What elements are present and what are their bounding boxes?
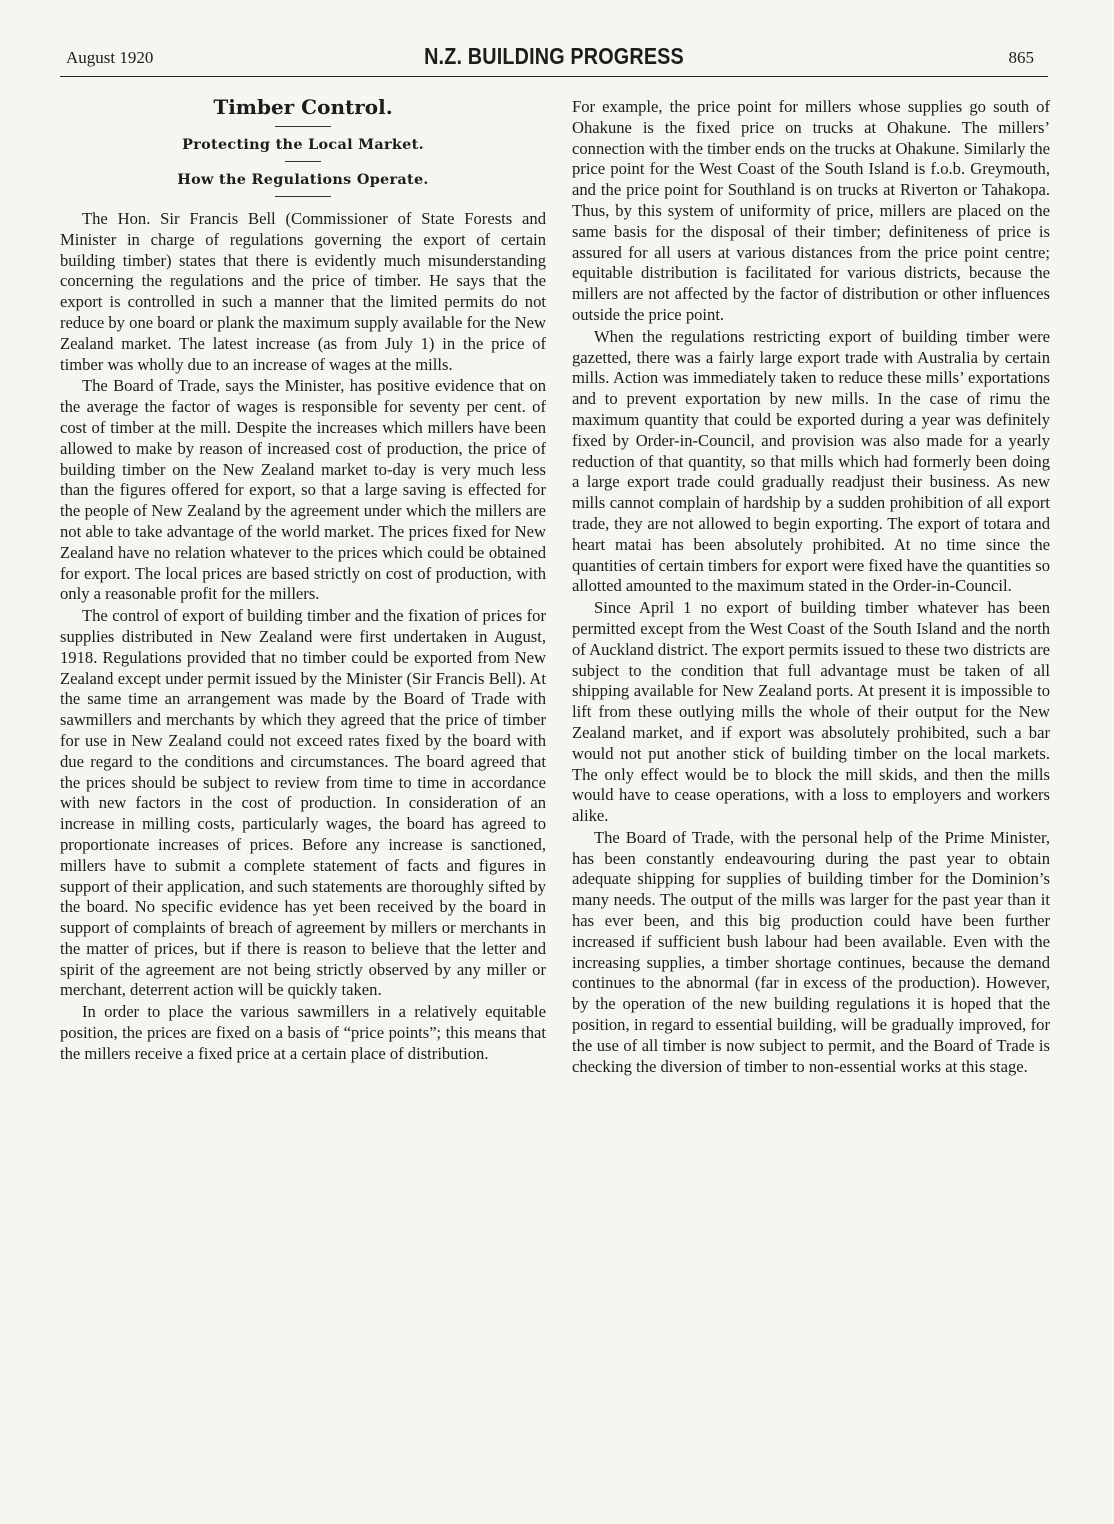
article-subtitle: Protecting the Local Market. — [182, 136, 424, 153]
paragraph: The control of export of building timber and the fixation of prices for supplies distributed in New Zealand were first undertaken in August, 1918. Regulations provided that no timber could be exported from New Zealand except under permit issued by the Minister (Sir Francis Bell). At the same time an arrangement was made by the Board of Trade with sawmillers and merchants by which they agreed that the price of timber for use in New Zealand could not exceed rates fixed by the board with due regard to the conditions and circumstances. The board agreed that the prices should be subject to review from time to time in accordance with new factors in the cost of production. In consideration of an increase in milling costs, particularly wages, the board has agreed to proportionate increases of prices. Before any increase is sanctioned, millers have to submit a complete statement of facts and figures in support of their application, and such statements are thoroughly sifted by the board. No specific evidence has yet been received by the board in support of complaints of breach of agreement by millers or merchants in the matter of prices, but if there is reason to believe that the letter and spirit of the agreement are not being strictly observed by any miller or merchant, deterrent action will be quickly taken. — [60, 606, 546, 1000]
paragraph: The Board of Trade, with the personal help of the Prime Minister, has been constantly endeavouring during the past year to obtain adequate shipping for supplies of building timber for the Dominion’s many needs. The output of the mills was larger for the past year than it has ever been, and this big production could have been further increased if sufficient bush labour had been available. Even with the increasing supplies, a timber shortage continues, because the demand continues to the abnormal (far in excess of the production). However, by the operation of the new building regulations it is hoped that the position, in regard to essential building, will be gradually improved, for the use of all timber is now subject to permit, and the Board of Trade is checking the diversion of timber to non-essential works at this stage. — [572, 827, 1050, 1076]
subtitle-divider — [285, 161, 321, 162]
article-title: Timber Control. — [213, 95, 393, 119]
paragraph: The Hon. Sir Francis Bell (Commissioner of State Forests and Minister in charge of regulations governing the export of certain building timber) states that there is evidently much misunderstanding concerning the regulations and the price of timber. He says that the export is controlled in such a manner that the limited permits do not reduce by one board or plank the maximum supply available for the New Zealand market. The latest increase (as from July 1) in the price of timber was wholly due to an increase of wages at the mills. — [60, 209, 546, 374]
heading-divider — [275, 196, 331, 197]
paragraph: For example, the price point for millers whose supplies go south of Ohakune is the fixed price on trucks at Ohakune. The millers’ connection with the timber ends on the trucks at Ohakune. Similarly the price point for the West Coast of the South Island is f.o.b. Greymouth, and the price point for Southland is on trucks at Riverton or Tahakopa. Thus, by this system of uniformity of price, millers are placed on the same basis for the disposal of their timber; definiteness of price is assured for all users at various distances from the price point centre; equitable distribution is facilitated for various districts, because the millers are not affected by the factor of distribution or other influences outside the price point. — [572, 97, 1050, 324]
page-header — [60, 42, 1048, 77]
section-heading: How the Regulations Operate. — [177, 171, 429, 188]
paragraph: The Board of Trade, says the Minister, has positive evidence that on the average the factor of wages is responsible for seventy per cent. of cost of timber at the mill. Despite the increases which millers have been allowed to make by reason of increased cost of production, the price of building timber on the New Zealand market to-day is very much less than the figures offered for export, so that a large saving is effected for the people of New Zealand by the agreement under which the millers are not able to take advantage of the world market. The prices fixed for New Zealand have no relation whatever to the prices which could be obtained for export. The local prices are based strictly on cost of production, with only a reasonable profit for the millers. — [60, 376, 546, 604]
paragraph: In order to place the various sawmillers in a relatively equitable position, the prices are fixed on a basis of “price points”; this means that the millers receive a fixed price at a certain place of distribution. — [60, 1002, 546, 1063]
title-divider — [275, 126, 331, 127]
paragraph: Since April 1 no export of building timber whatever has been permitted except from the West Coast of the South Island and the north of Auckland district. The export permits issued to these two districts are subject to the condition that full advantage must be taken of all shipping available for New Zealand ports. At present it is impossible to lift from these outlying mills the whole of their output for the New Zealand market, and if export was absolutely prohibited, such a bar would not put another stick of building timber on the local markets. The only effect would be to block the mill skids, and then the mills would have to cease operations, with a loss to employers and workers alike. — [572, 598, 1050, 826]
right-column — [572, 97, 1050, 1078]
paragraph: When the regulations restricting export of building timber were gazetted, there was a fairly large export trade with Australia by certain mills. Action was immediately taken to reduce these mills’ exportations and to prevent exportation by new mills. In the case of rimu the maximum quantity that could be exported during a year was definitely fixed by Order-in-Council, and provision was also made for a yearly reduction of that quantity, so that mills which had formerly been doing a large export trade could gradually readjust their business. As new mills cannot complain of hardship by a sudden prohibition of all export trade, they are not allowed to begin exporting. The export of totara and heart matai has been absolutely prohibited. At no time since the quantities of certain timbers for export were fixed have the quantities so allotted amounted to the maximum stated in the Order-in-Council. — [572, 326, 1050, 596]
left-column — [60, 92, 546, 1066]
page-number: 865 — [1008, 48, 1034, 67]
issue-date: August 1920 — [66, 48, 154, 67]
publication-title: N.Z. BUILDING PROGRESS — [424, 43, 684, 69]
